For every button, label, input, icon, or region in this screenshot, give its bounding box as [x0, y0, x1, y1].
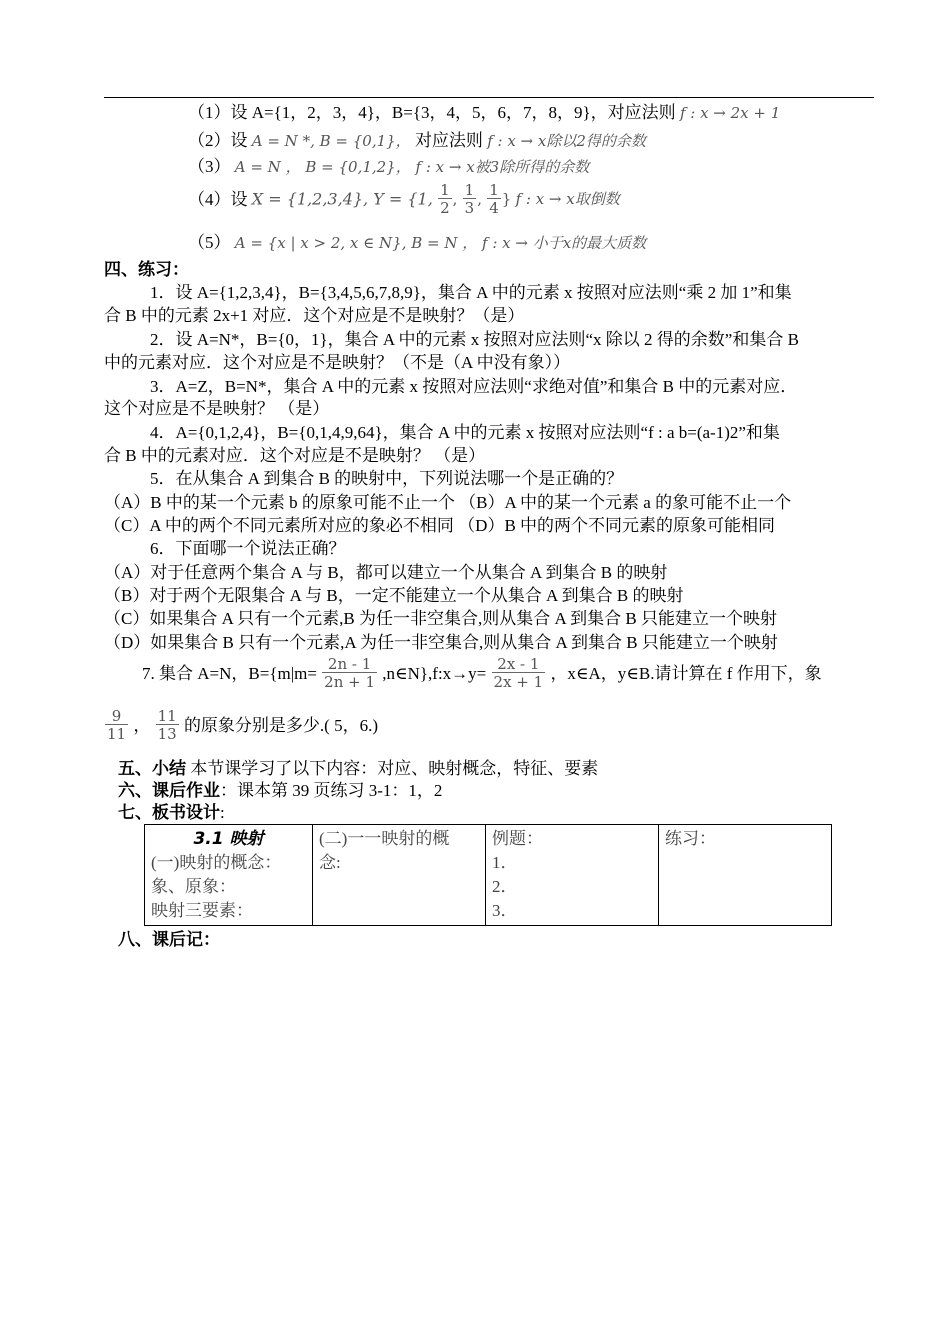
- board-bijection-concept: (二)一一映射的概: [319, 829, 450, 848]
- board-title: 3.1 映射: [193, 829, 264, 849]
- example-1-text: （1）设 A={1，2，3，4}，B={3，4，5，6，7，8，9}，对应法则: [188, 103, 676, 122]
- example-1: [188, 104, 780, 121]
- board-cell-2: [313, 825, 486, 926]
- example-2: [188, 132, 646, 149]
- board-bijection-concept-cont: 念:: [319, 853, 341, 872]
- frac-num: 11: [157, 707, 177, 725]
- section-6: [118, 782, 442, 799]
- board-cell-3: [486, 825, 659, 926]
- exercise-3-line-1: 3．A=Z，B=N*，集合 A 中的元素 x 按照对应法则“求绝对值”和集合 B 中的元素对应．: [150, 377, 798, 396]
- exercise-6-option-d: （D）如果集合 B 只有一个元素,A 为任一非空集合,则从集合 A 到集合 B 只能建立一个映射: [104, 633, 778, 652]
- example-3: [188, 158, 589, 175]
- section-5-title: 五、小结: [118, 759, 186, 778]
- exercise-1-line-1: 1．设 A={1,2,3,4}，B={3,4,5,6,7,8,9}，集合 A 中的元素 x 按照对应法则“乘 2 加 1”和集: [150, 283, 792, 302]
- frac-den: 3: [464, 199, 475, 217]
- section-7: [118, 804, 225, 821]
- board-example-3: 3．: [492, 901, 518, 920]
- example-4: （4）设 X = {1,2,3,4}, Y = {1, $\frac{1}{2}$ , $\frac{1}{3}$ , $\frac{1}{4}$ } f : x → x取倒数: [188, 181, 620, 217]
- example-4-rule: f : x → x取倒数: [515, 190, 620, 208]
- board-examples-label: 例题：: [492, 829, 543, 848]
- exercise-4-line-2: 合 B 中的元素对应．这个对应是不是映射？ （是）: [104, 446, 486, 465]
- fraction-one-quarter: [487, 183, 501, 216]
- example-2-sets: A = N *, B = {0,1}，: [251, 132, 411, 150]
- section-7-colon: :: [220, 803, 225, 822]
- exercise-6-question: 6．下面哪一个说法正确？: [150, 539, 346, 558]
- exercise-7-suffix: ，x∈A，y∈B.请计算在 f 作用下，象: [550, 664, 822, 683]
- example-4-sets: X = {1,2,3,4}, Y = {1,: [251, 189, 433, 209]
- frac-num: 1: [489, 181, 499, 199]
- exercise-7-ending: 的原象分别是多少.( 5，6.): [183, 716, 379, 735]
- frac-den: 2: [440, 199, 450, 217]
- exercise-2-line-2: 中的元素对应．这个对应是不是映射？（不是（A 中没有象））: [104, 353, 571, 372]
- top-rule: [104, 97, 874, 98]
- fraction-2n-1-over-2n+1: [322, 657, 377, 690]
- board-mapping-concept: (一)映射的概念：: [151, 853, 282, 872]
- section-7-title: 七、板书设计: [118, 803, 220, 822]
- section-5: [118, 760, 598, 777]
- frac-num: 2x - 1: [497, 655, 540, 673]
- example-3-rule: A = N ， B = {0,1,2}， f : x → x被3除所得的余数: [234, 158, 590, 176]
- fraction-2x-1-over-2x+1: [492, 657, 546, 690]
- board-exercise-label: 练习：: [665, 829, 716, 848]
- board-cell-1: [145, 825, 313, 926]
- exercise-3-line-2: 这个对应是不是映射？ （是）: [104, 399, 330, 418]
- frac-den: 2n + 1: [324, 673, 376, 691]
- board-example-1: 1．: [492, 853, 518, 872]
- exercise-5-options-ab: （A）B 中的某一个元素 b 的原象可能不止一个 （B）A 中的某一个元素 a 的象可能不止一个: [104, 493, 792, 512]
- example-4-text: （4）设: [188, 190, 248, 209]
- section-5-text: 本节课学习了以下内容：对应、映射概念，特征、要素: [190, 759, 599, 778]
- exercise-7-middle: ,n∈N},f:x→y=: [382, 664, 487, 683]
- frac-num: 2n - 1: [327, 655, 372, 673]
- exercise-6-option-c: （C）如果集合 A 只有一个元素,B 为任一非空集合,则从集合 A 到集合 B 只能建立一个映射: [104, 609, 777, 628]
- frac-den: 11: [107, 725, 127, 743]
- exercise-2-line-1: 2．设 A=N*，B={0，1}，集合 A 中的元素 x 按照对应法则“x 除以 2 得的余数”和集合 B: [150, 330, 799, 349]
- exercise-5-options-cd: （C）A 中的两个不同元素所对应的象必不相同 （D）B 中的两个不同元素的原象可能相同: [104, 516, 776, 535]
- example-5-text: （5）: [188, 233, 231, 252]
- frac-num: 9: [111, 707, 122, 725]
- example-1-rule: f : x → 2x + 1: [679, 104, 781, 122]
- fraction-11-over-13: [156, 709, 179, 742]
- board-image-preimage: 象、原象：: [151, 877, 236, 896]
- example-5: [188, 234, 646, 251]
- board-design-table: [144, 824, 832, 926]
- frac-num: 1: [440, 181, 450, 199]
- exercise-5-question: 5．在从集合 A 到集合 B 的映射中，下列说法哪一个是正确的？: [150, 469, 624, 488]
- example-5-rule: A = {x | x > 2, x ∈ N}, B = N ， f : x → 小于x的最大质数: [234, 234, 647, 252]
- exercise-6-option-a: （A）对于任意两个集合 A 与 B，都可以建立一个从集合 A 到集合 B 的映射: [104, 563, 668, 582]
- example-2-rule-label: 对应法则: [414, 131, 483, 150]
- fraction-one-half: [438, 183, 452, 216]
- exercise-6-option-b: （B）对于两个无限集合 A 与 B，一定不能建立一个从集合 A 到集合 B 的映射: [104, 586, 684, 605]
- exercise-1-line-2: 合 B 中的元素 2x+1 对应．这个对应是不是映射？（是）: [104, 306, 525, 325]
- example-2-rule: f : x → x除以2得的余数: [487, 132, 646, 150]
- section-6-title: 六、课后作业: [118, 781, 220, 800]
- board-three-elements: 映射三要素：: [151, 901, 253, 920]
- example-2-text: （2）设: [188, 131, 248, 150]
- exercise-7-line-2: [104, 709, 378, 742]
- exercise-7-line-1: [142, 657, 822, 690]
- frac-den: 13: [157, 725, 177, 743]
- frac-num: 1: [464, 181, 475, 199]
- section-6-text: ：课本第 39 页练习 3-1：1，2: [220, 781, 443, 800]
- section-8-title: 八、课后记：: [118, 930, 220, 949]
- fraction-9-over-11: [105, 709, 128, 742]
- exercise-4-line-1: 4．A={0,1,2,4}，B={0,1,4,9,64}，集合 A 中的元素 x 按照对应法则“f : a b=(a-1)2”和集: [150, 423, 780, 442]
- fraction-one-third: [463, 183, 477, 216]
- exercise-7-prefix: 7. 集合 A=N，B={m|m=: [142, 664, 317, 683]
- section-4-title: 四、练习：: [104, 260, 189, 279]
- exercise-7-separator: ，: [133, 716, 151, 735]
- frac-den: 2x + 1: [493, 673, 544, 691]
- example-3-text: （3）: [188, 157, 231, 176]
- board-cell-4: [659, 825, 832, 926]
- board-example-2: 2．: [492, 877, 518, 896]
- frac-den: 4: [489, 199, 499, 217]
